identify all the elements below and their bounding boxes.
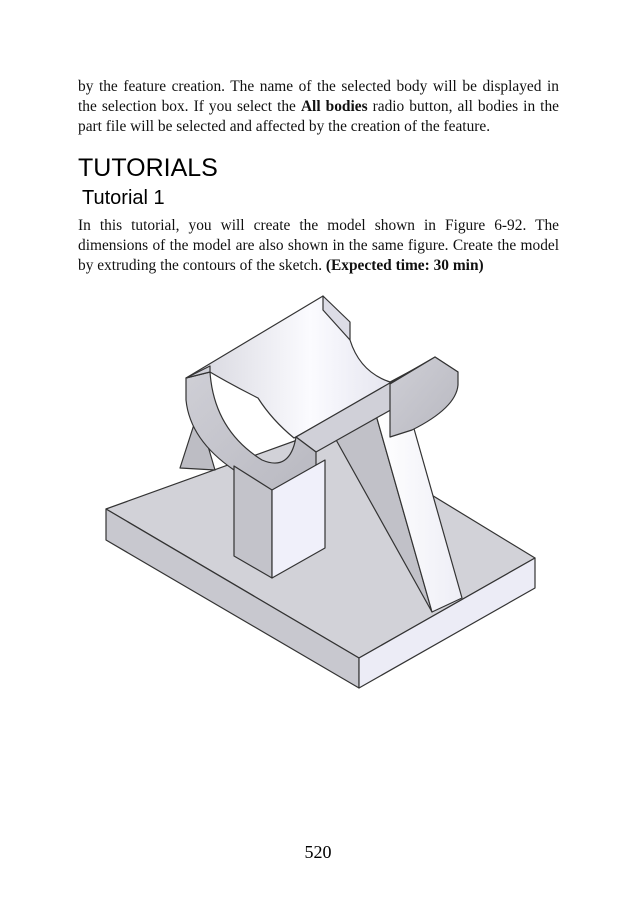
intro-text-after: radio button, all bodies in the part file will be selected and affected by the creation of the feature.: [78, 98, 559, 135]
model-figure: [100, 290, 540, 690]
intro-paragraph: [78, 77, 559, 137]
intro-text-before: by the feature creation. The name of the selected body will be displayed in the selection box. If you select the: [78, 78, 559, 115]
expected-time-text: (Expected time: 30 min): [325, 257, 484, 274]
subsection-heading: Tutorial 1: [82, 187, 165, 209]
tutorial-paragraph: [78, 216, 559, 276]
section-heading: TUTORIALS: [78, 154, 218, 182]
tutorial-text: In this tutorial, you will create the model shown in Figure 6-92. The dimensions of the model are also shown in the same figure. Create the model by extruding the contours of the sketch.: [78, 217, 559, 274]
intro-bold-text: All bodies: [300, 98, 368, 115]
page-number: 520: [304, 842, 332, 862]
cradle-right-end: [390, 357, 458, 437]
